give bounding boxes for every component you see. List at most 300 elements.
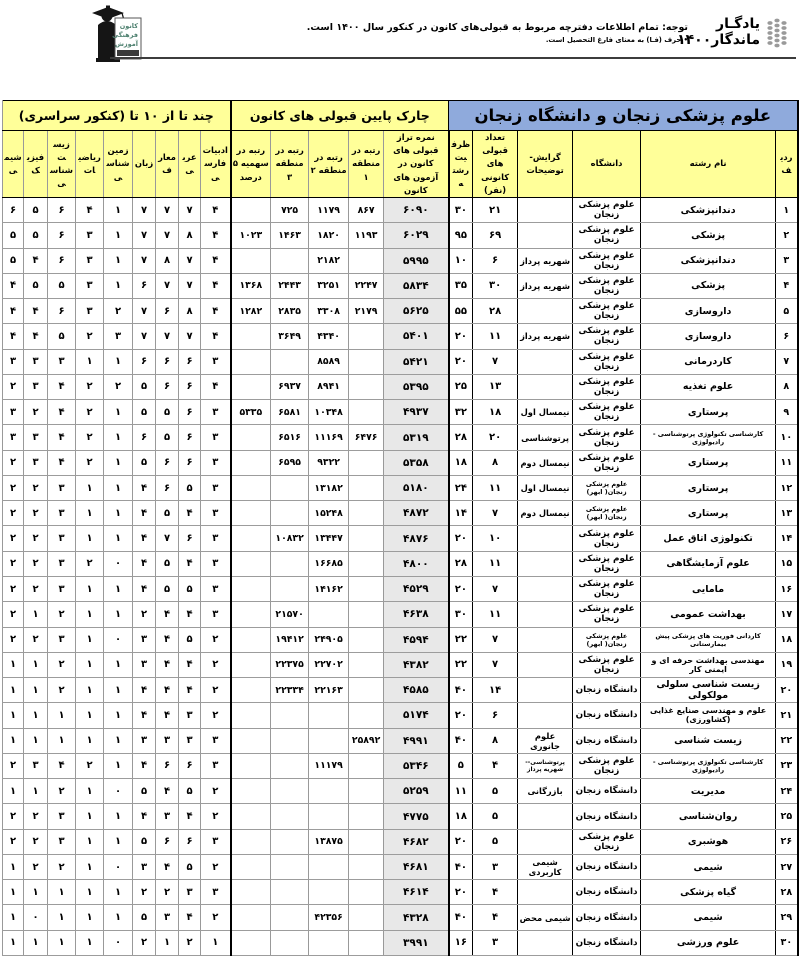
cell-physics: ۲ bbox=[24, 526, 48, 551]
cell-score: ۴۹۹۱ bbox=[384, 728, 449, 753]
cell-rank-region2: ۱۱۷۹ bbox=[309, 198, 349, 223]
cell-name: زیست شناسی bbox=[641, 728, 776, 753]
cell-capacity: ۲۰ bbox=[449, 829, 473, 854]
cell-score: ۴۵۸۵ bbox=[384, 678, 449, 703]
cell-rank-region3 bbox=[271, 880, 309, 905]
cell-language: ۲ bbox=[133, 880, 156, 905]
cell-score: ۴۶۸۱ bbox=[384, 854, 449, 879]
table-row bbox=[3, 273, 798, 298]
cell-chemistry: ۲ bbox=[3, 576, 24, 601]
cell-religion: ۵ bbox=[156, 501, 179, 526]
cell-radif: ۷ bbox=[776, 349, 798, 374]
table-row bbox=[3, 905, 798, 930]
cell-rank-region3 bbox=[271, 804, 309, 829]
cell-religion: ۴ bbox=[156, 627, 179, 652]
yadegar-brand bbox=[677, 16, 790, 50]
cell-religion: ۶ bbox=[156, 349, 179, 374]
cell-rank-region3: ۶۵۱۶ bbox=[271, 425, 309, 450]
cell-chemistry: ۲ bbox=[3, 627, 24, 652]
cell-radif: ۲۳ bbox=[776, 753, 798, 778]
note-main: توجه: تمام اطلاعات دفترچه مربوط به قبولی‌های کانون در کنکور سال ۱۴۰۰ است. bbox=[306, 22, 688, 33]
cell-rank-region2 bbox=[309, 880, 349, 905]
cell-arabic: ۷ bbox=[179, 198, 201, 223]
cell-track bbox=[518, 880, 573, 905]
cell-biology: ۲ bbox=[48, 602, 76, 627]
cell-rank-region1: ۱۱۹۳ bbox=[349, 223, 384, 248]
cell-biology: ۱ bbox=[48, 703, 76, 728]
cell-track: علوم جانوری bbox=[518, 728, 573, 753]
cell-score: ۵۳۵۸ bbox=[384, 450, 449, 475]
cell-biology: ۳ bbox=[48, 349, 76, 374]
cell-literature: ۲ bbox=[201, 804, 231, 829]
cell-math: ۱ bbox=[76, 703, 104, 728]
cell-name: کاردرمانی bbox=[641, 349, 776, 374]
cell-math: ۱ bbox=[76, 475, 104, 500]
cell-radif: ۱۲ bbox=[776, 475, 798, 500]
column-header-biology: زیست شناسی bbox=[48, 131, 76, 198]
cell-math: ۲ bbox=[76, 374, 104, 399]
cell-math: ۱ bbox=[76, 880, 104, 905]
cell-literature: ۴ bbox=[201, 374, 231, 399]
cell-religion: ۳ bbox=[156, 728, 179, 753]
cell-rank-region1 bbox=[349, 652, 384, 677]
cell-rank-quota5 bbox=[231, 248, 271, 273]
cell-religion: ۷ bbox=[156, 223, 179, 248]
cell-arabic: ۵ bbox=[179, 779, 201, 804]
cell-track: بازرگانی bbox=[518, 779, 573, 804]
cell-religion: ۷ bbox=[156, 324, 179, 349]
cell-religion: ۲ bbox=[156, 880, 179, 905]
cell-religion: ۴ bbox=[156, 678, 179, 703]
table-row bbox=[3, 400, 798, 425]
cell-biology: ۳ bbox=[48, 501, 76, 526]
table-row bbox=[3, 299, 798, 324]
cell-radif: ۱۴ bbox=[776, 526, 798, 551]
cell-rank-region2: ۱۱۱۶۹ bbox=[309, 425, 349, 450]
cell-rank-quota5 bbox=[231, 652, 271, 677]
cell-track bbox=[518, 374, 573, 399]
cell-name: پرستاری bbox=[641, 501, 776, 526]
cell-university: دانشگاه زنجان bbox=[573, 880, 641, 905]
cell-track bbox=[518, 198, 573, 223]
cell-biology: ۳ bbox=[48, 526, 76, 551]
cell-math: ۱ bbox=[76, 627, 104, 652]
cell-score: ۴۵۹۴ bbox=[384, 627, 449, 652]
cell-score: ۴۹۳۷ bbox=[384, 400, 449, 425]
cell-score: ۵۸۳۴ bbox=[384, 273, 449, 298]
cell-language: ۷ bbox=[133, 324, 156, 349]
cell-chemistry: ۲ bbox=[3, 804, 24, 829]
cell-name: علوم ورزشی bbox=[641, 930, 776, 955]
column-header-arabic: عربی bbox=[179, 131, 201, 198]
cell-biology: ۲ bbox=[48, 854, 76, 879]
cell-capacity: ۳۲ bbox=[449, 400, 473, 425]
cell-capacity: ۱۱ bbox=[449, 779, 473, 804]
cell-religion: ۶ bbox=[156, 299, 179, 324]
cell-rank-quota5 bbox=[231, 551, 271, 576]
column-header-literature: ادبیات فارسی bbox=[201, 131, 231, 198]
cell-chemistry: ۴ bbox=[3, 299, 24, 324]
cell-score: ۴۶۱۴ bbox=[384, 880, 449, 905]
cell-literature: ۴ bbox=[201, 223, 231, 248]
cell-track: شهریه پرداز bbox=[518, 248, 573, 273]
cell-track bbox=[518, 602, 573, 627]
cell-rank-quota5 bbox=[231, 703, 271, 728]
cell-track bbox=[518, 678, 573, 703]
cell-rank-quota5 bbox=[231, 425, 271, 450]
cell-radif: ۳۰ bbox=[776, 930, 798, 955]
cell-biology: ۴ bbox=[48, 374, 76, 399]
cell-capacity: ۱۸ bbox=[449, 450, 473, 475]
cell-radif: ۱۱ bbox=[776, 450, 798, 475]
cell-rank-region1 bbox=[349, 854, 384, 879]
table-row bbox=[3, 198, 798, 223]
cell-religion: ۷ bbox=[156, 273, 179, 298]
cell-name: شیمی bbox=[641, 905, 776, 930]
cell-admitted-count: ۱۱ bbox=[473, 551, 518, 576]
table-row bbox=[3, 526, 798, 551]
cell-rank-quota5: ۱۰۲۳ bbox=[231, 223, 271, 248]
cell-rank-region2: ۴۳۴۰ bbox=[309, 324, 349, 349]
cell-university: دانشگاه زنجان bbox=[573, 854, 641, 879]
cell-name: کارشناسی تکنولوژی پرتوشناسی - رادیولوژی bbox=[641, 425, 776, 450]
cell-rank-region3: ۶۵۹۵ bbox=[271, 450, 309, 475]
cell-radif: ۱۹ bbox=[776, 652, 798, 677]
cell-score: ۴۳۸۲ bbox=[384, 652, 449, 677]
logo-line-2: فرهنگی bbox=[112, 31, 138, 39]
cell-geology: ۱ bbox=[104, 248, 133, 273]
cell-admitted-count: ۳ bbox=[473, 854, 518, 879]
cell-geology: ۱ bbox=[104, 652, 133, 677]
cell-religion: ۱ bbox=[156, 930, 179, 955]
cell-name: پرستاری bbox=[641, 475, 776, 500]
cell-name: علوم آزمایشگاهی bbox=[641, 551, 776, 576]
cell-physics: ۲ bbox=[24, 804, 48, 829]
cell-arabic: ۲ bbox=[179, 930, 201, 955]
cell-chemistry: ۴ bbox=[3, 273, 24, 298]
cell-radif: ۱ bbox=[776, 198, 798, 223]
cell-chemistry: ۱ bbox=[3, 880, 24, 905]
cell-capacity: ۲۸ bbox=[449, 551, 473, 576]
cell-capacity: ۹۵ bbox=[449, 223, 473, 248]
table-row bbox=[3, 602, 798, 627]
cell-biology: ۶ bbox=[48, 248, 76, 273]
column-header-physics: فیزیک bbox=[24, 131, 48, 198]
cell-rank-region2: ۱۸۲۰ bbox=[309, 223, 349, 248]
cell-geology: ۱ bbox=[104, 602, 133, 627]
table-row bbox=[3, 652, 798, 677]
cell-language: ۴ bbox=[133, 804, 156, 829]
cell-geology: ۱ bbox=[104, 753, 133, 778]
cell-radif: ۹ bbox=[776, 400, 798, 425]
cell-name: شیمی bbox=[641, 854, 776, 879]
cell-physics: ۳ bbox=[24, 753, 48, 778]
cell-rank-region1 bbox=[349, 248, 384, 273]
cell-rank-region1 bbox=[349, 501, 384, 526]
cell-physics: ۴ bbox=[24, 248, 48, 273]
table-row bbox=[3, 627, 798, 652]
cell-rank-quota5 bbox=[231, 349, 271, 374]
cell-university: علوم پزشکی زنجان bbox=[573, 450, 641, 475]
cell-literature: ۳ bbox=[201, 475, 231, 500]
cell-religion: ۴ bbox=[156, 652, 179, 677]
cell-arabic: ۵ bbox=[179, 576, 201, 601]
table-row bbox=[3, 880, 798, 905]
cell-admitted-count: ۶ bbox=[473, 248, 518, 273]
cell-rank-quota5 bbox=[231, 779, 271, 804]
table-row bbox=[3, 678, 798, 703]
cell-university: دانشگاه زنجان bbox=[573, 804, 641, 829]
cell-arabic: ۶ bbox=[179, 753, 201, 778]
cell-math: ۴ bbox=[76, 198, 104, 223]
cell-admitted-count: ۶۹ bbox=[473, 223, 518, 248]
cell-university: علوم پزشکی زنجان bbox=[573, 576, 641, 601]
cell-rank-region1 bbox=[349, 400, 384, 425]
cell-rank-region1 bbox=[349, 880, 384, 905]
cell-physics: ۱ bbox=[24, 779, 48, 804]
cell-arabic: ۳ bbox=[179, 728, 201, 753]
cell-capacity: ۴۰ bbox=[449, 728, 473, 753]
cell-arabic: ۴ bbox=[179, 905, 201, 930]
cell-arabic: ۶ bbox=[179, 425, 201, 450]
table-row bbox=[3, 804, 798, 829]
cell-rank-region3 bbox=[271, 703, 309, 728]
cell-rank-quota5 bbox=[231, 854, 271, 879]
cell-score: ۴۶۳۸ bbox=[384, 602, 449, 627]
cell-track: نیمسال اول bbox=[518, 475, 573, 500]
logo-line-1: کانون bbox=[119, 22, 138, 30]
cell-rank-region3: ۲۲۳۳۴ bbox=[271, 678, 309, 703]
cell-admitted-count: ۲۸ bbox=[473, 299, 518, 324]
cell-radif: ۱۵ bbox=[776, 551, 798, 576]
table-row bbox=[3, 930, 798, 955]
cell-literature: ۳ bbox=[201, 728, 231, 753]
cell-rank-quota5 bbox=[231, 526, 271, 551]
cell-capacity: ۳۵ bbox=[449, 273, 473, 298]
cell-rank-region2 bbox=[309, 804, 349, 829]
cell-arabic: ۸ bbox=[179, 299, 201, 324]
cell-chemistry: ۲ bbox=[3, 526, 24, 551]
cell-radif: ۱۰ bbox=[776, 425, 798, 450]
cell-rank-region1 bbox=[349, 475, 384, 500]
cell-score: ۵۶۲۵ bbox=[384, 299, 449, 324]
table-row bbox=[3, 324, 798, 349]
cell-geology: ۱ bbox=[104, 223, 133, 248]
cell-university: علوم پزشکی زنجان( ابهر) bbox=[573, 501, 641, 526]
cell-name: پزشکی bbox=[641, 273, 776, 298]
column-header-geology: زمین شناسی bbox=[104, 131, 133, 198]
cell-literature: ۴ bbox=[201, 324, 231, 349]
cell-literature: ۳ bbox=[201, 349, 231, 374]
cell-rank-region3 bbox=[271, 576, 309, 601]
cell-admitted-count: ۵ bbox=[473, 829, 518, 854]
cell-capacity: ۲۲ bbox=[449, 627, 473, 652]
cell-rank-quota5 bbox=[231, 829, 271, 854]
cell-rank-region2: ۱۶۶۸۵ bbox=[309, 551, 349, 576]
cell-rank-region2 bbox=[309, 602, 349, 627]
cell-capacity: ۲۰ bbox=[449, 349, 473, 374]
cell-language: ۴ bbox=[133, 678, 156, 703]
cell-capacity: ۵ bbox=[449, 753, 473, 778]
cell-admitted-count: ۶ bbox=[473, 703, 518, 728]
cell-geology: ۲ bbox=[104, 299, 133, 324]
cell-rank-quota5 bbox=[231, 198, 271, 223]
cell-chemistry: ۱ bbox=[3, 930, 24, 955]
cell-rank-region3: ۷۲۵ bbox=[271, 198, 309, 223]
cell-arabic: ۴ bbox=[179, 652, 201, 677]
cell-physics: ۳ bbox=[24, 425, 48, 450]
header-divider bbox=[110, 57, 796, 59]
cell-math: ۲ bbox=[76, 324, 104, 349]
cell-biology: ۵ bbox=[48, 324, 76, 349]
cell-language: ۲ bbox=[133, 602, 156, 627]
cell-rank-region3: ۱۰۸۳۲ bbox=[271, 526, 309, 551]
cell-geology: ۲ bbox=[104, 374, 133, 399]
cell-chemistry: ۱ bbox=[3, 728, 24, 753]
cell-admitted-count: ۷ bbox=[473, 652, 518, 677]
cell-admitted-count: ۲۰ bbox=[473, 425, 518, 450]
cell-rank-region1: ۶۴۷۶ bbox=[349, 425, 384, 450]
cell-literature: ۳ bbox=[201, 501, 231, 526]
cell-geology: ۱ bbox=[104, 703, 133, 728]
cell-university: علوم پزشکی زنجان bbox=[573, 829, 641, 854]
cell-rank-region1 bbox=[349, 627, 384, 652]
cell-biology: ۶ bbox=[48, 198, 76, 223]
cell-rank-region2: ۱۰۳۴۸ bbox=[309, 400, 349, 425]
cell-biology: ۱ bbox=[48, 905, 76, 930]
cell-biology: ۳ bbox=[48, 804, 76, 829]
column-header-chemistry: شیمی bbox=[3, 131, 24, 198]
cell-rank-region3: ۲۱۵۷۰ bbox=[271, 602, 309, 627]
cell-university: علوم پزشکی زنجان bbox=[573, 299, 641, 324]
cell-math: ۲ bbox=[76, 753, 104, 778]
cell-math: ۱ bbox=[76, 829, 104, 854]
cell-admitted-count: ۴ bbox=[473, 753, 518, 778]
cell-university: دانشگاه زنجان bbox=[573, 779, 641, 804]
cell-geology: ۰ bbox=[104, 854, 133, 879]
cell-literature: ۳ bbox=[201, 425, 231, 450]
cell-capacity: ۱۰ bbox=[449, 248, 473, 273]
column-header-rank-region2: رتبه در منطقه ۲ bbox=[309, 131, 349, 198]
table-row bbox=[3, 374, 798, 399]
cell-capacity: ۱۸ bbox=[449, 804, 473, 829]
cell-math: ۲ bbox=[76, 450, 104, 475]
group-exam-header: چند تا از ۱۰ تا (کنکور سراسری) bbox=[3, 101, 231, 131]
cell-biology: ۳ bbox=[48, 576, 76, 601]
cell-math: ۳ bbox=[76, 273, 104, 298]
cell-religion: ۴ bbox=[156, 854, 179, 879]
cell-track bbox=[518, 576, 573, 601]
cell-language: ۷ bbox=[133, 299, 156, 324]
cell-physics: ۲ bbox=[24, 829, 48, 854]
cell-language: ۴ bbox=[133, 753, 156, 778]
cell-math: ۱ bbox=[76, 905, 104, 930]
cell-rank-quota5 bbox=[231, 930, 271, 955]
cell-university: دانشگاه زنجان bbox=[573, 905, 641, 930]
cell-arabic: ۳ bbox=[179, 880, 201, 905]
cell-university: علوم پزشکی زنجان( ابهر) bbox=[573, 475, 641, 500]
table-row bbox=[3, 349, 798, 374]
cell-track bbox=[518, 551, 573, 576]
cell-chemistry: ۱ bbox=[3, 905, 24, 930]
cell-rank-quota5 bbox=[231, 324, 271, 349]
cell-score: ۴۸۷۶ bbox=[384, 526, 449, 551]
column-header-name: نام رشته bbox=[641, 131, 776, 198]
cell-rank-region3 bbox=[271, 248, 309, 273]
cell-biology: ۳ bbox=[48, 627, 76, 652]
header-notes bbox=[258, 22, 688, 44]
cell-university: دانشگاه زنجان bbox=[573, 678, 641, 703]
cell-radif: ۲۶ bbox=[776, 829, 798, 854]
cell-literature: ۲ bbox=[201, 652, 231, 677]
table-row bbox=[3, 475, 798, 500]
cell-arabic: ۶ bbox=[179, 450, 201, 475]
cell-score: ۵۳۹۵ bbox=[384, 374, 449, 399]
cell-physics: ۲ bbox=[24, 854, 48, 879]
cell-physics: ۱ bbox=[24, 652, 48, 677]
cell-track bbox=[518, 627, 573, 652]
cell-literature: ۳ bbox=[201, 551, 231, 576]
brand-dots-icon bbox=[764, 16, 790, 50]
cell-capacity: ۲۰ bbox=[449, 526, 473, 551]
cell-math: ۱ bbox=[76, 501, 104, 526]
cell-admitted-count: ۷ bbox=[473, 501, 518, 526]
cell-score: ۴۳۲۸ bbox=[384, 905, 449, 930]
cell-physics: ۱ bbox=[24, 880, 48, 905]
cell-chemistry: ۲ bbox=[3, 501, 24, 526]
cell-score: ۳۹۹۱ bbox=[384, 930, 449, 955]
cell-religion: ۵ bbox=[156, 551, 179, 576]
cell-rank-region1 bbox=[349, 324, 384, 349]
cell-track bbox=[518, 299, 573, 324]
cell-score: ۵۲۵۹ bbox=[384, 779, 449, 804]
cell-track bbox=[518, 930, 573, 955]
cell-capacity: ۵۵ bbox=[449, 299, 473, 324]
cell-religion: ۳ bbox=[156, 905, 179, 930]
cell-rank-region1 bbox=[349, 576, 384, 601]
cell-geology: ۱ bbox=[104, 880, 133, 905]
cell-chemistry: ۵ bbox=[3, 248, 24, 273]
cell-radif: ۲۰ bbox=[776, 678, 798, 703]
cell-math: ۱ bbox=[76, 526, 104, 551]
cell-math: ۱ bbox=[76, 652, 104, 677]
cell-track: شهریه پرداز bbox=[518, 324, 573, 349]
cell-score: ۵۴۲۱ bbox=[384, 349, 449, 374]
cell-arabic: ۵ bbox=[179, 854, 201, 879]
cell-religion: ۴ bbox=[156, 602, 179, 627]
cell-rank-region1 bbox=[349, 678, 384, 703]
table-row bbox=[3, 854, 798, 879]
cell-capacity: ۱۶ bbox=[449, 930, 473, 955]
cell-capacity: ۲۰ bbox=[449, 576, 473, 601]
kanoon-graduate-logo bbox=[88, 3, 148, 65]
cell-biology: ۱ bbox=[48, 728, 76, 753]
cell-arabic: ۴ bbox=[179, 804, 201, 829]
cell-radif: ۲ bbox=[776, 223, 798, 248]
cell-literature: ۳ bbox=[201, 526, 231, 551]
cell-rank-region1: ۲۵۸۹۲ bbox=[349, 728, 384, 753]
cell-physics: ۵ bbox=[24, 198, 48, 223]
cell-radif: ۲۲ bbox=[776, 728, 798, 753]
table-row bbox=[3, 703, 798, 728]
cell-math: ۱ bbox=[76, 854, 104, 879]
cell-rank-region1 bbox=[349, 602, 384, 627]
cell-university: علوم پزشکی زنجان bbox=[573, 223, 641, 248]
cell-radif: ۲۴ bbox=[776, 779, 798, 804]
cell-arabic: ۷ bbox=[179, 248, 201, 273]
cell-score: ۵۹۹۵ bbox=[384, 248, 449, 273]
cell-biology: ۶ bbox=[48, 299, 76, 324]
